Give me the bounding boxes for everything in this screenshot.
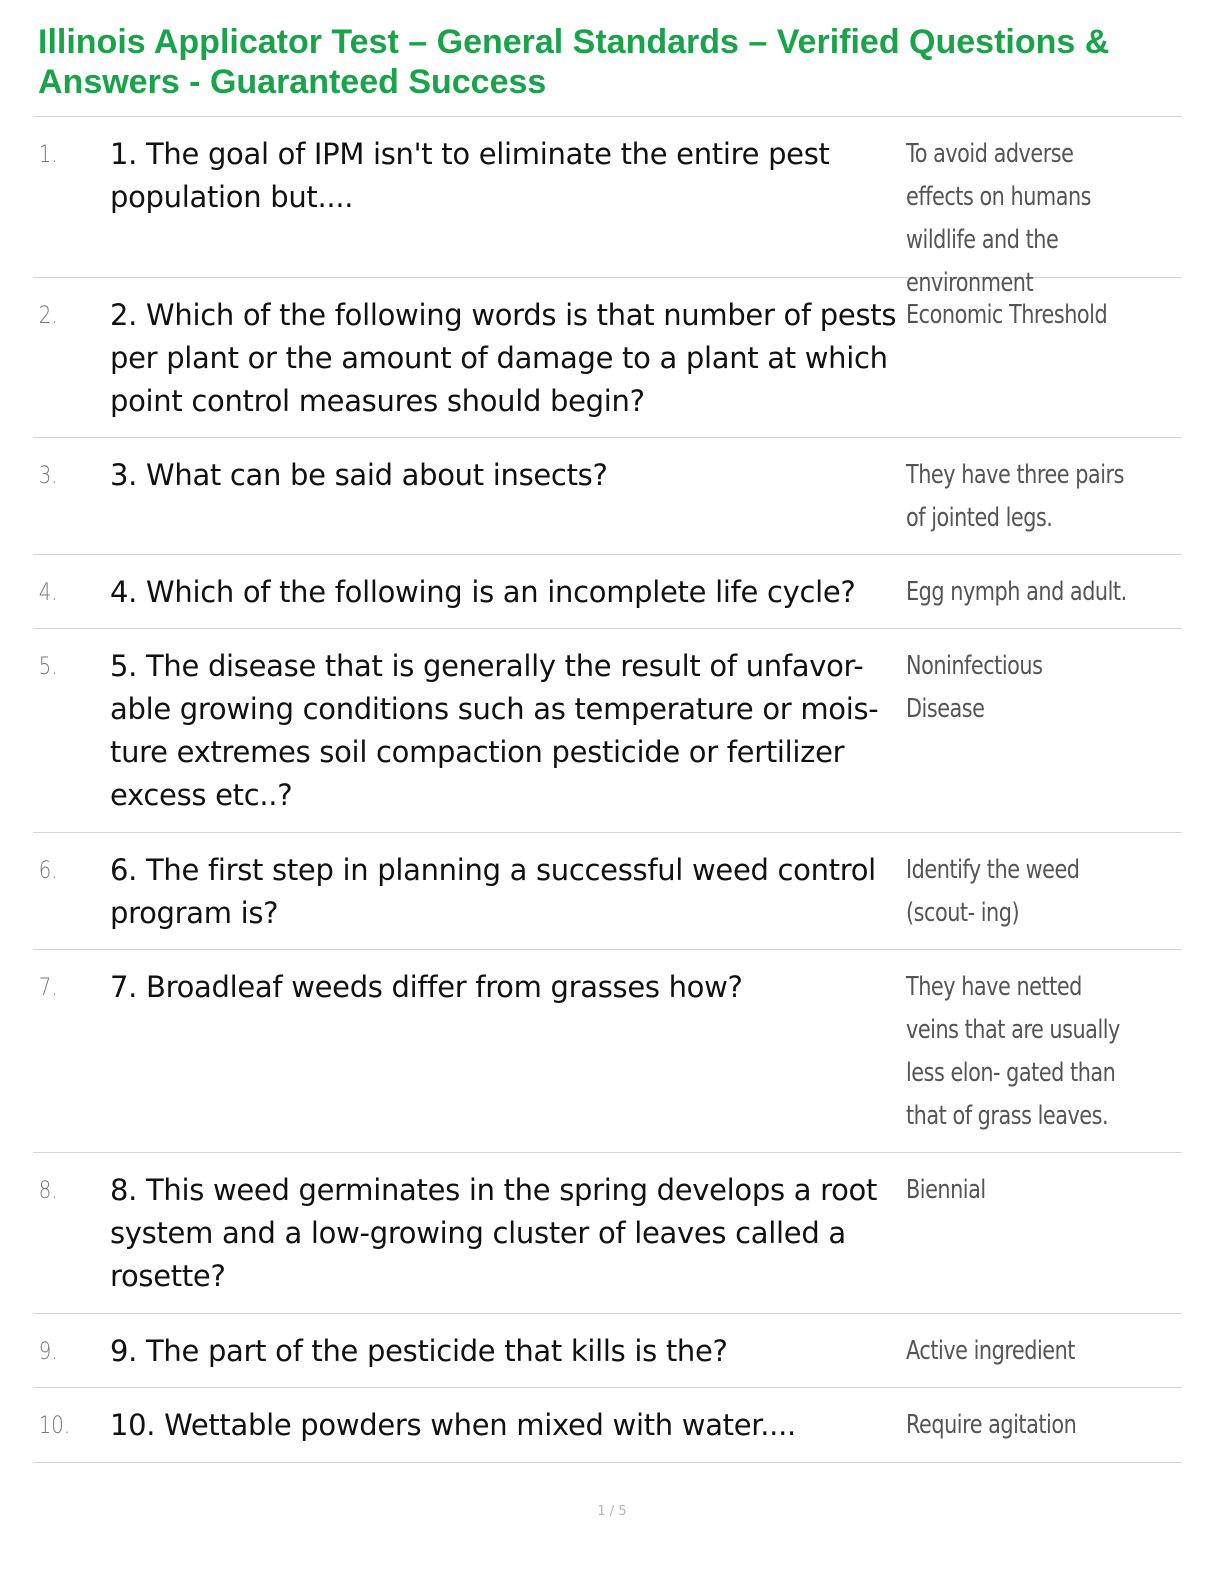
qa-row-6 [33, 833, 1182, 950]
qa-row-7 [33, 950, 1182, 1153]
question-text: 5. The disease that is generally the result of unfavor- able growing conditions such as temperature or mois- ture extremes soil compaction pesticide or fertilizer excess etc..? [110, 649, 879, 812]
qa-row-8 [33, 1153, 1182, 1314]
question-number: 6. [38, 856, 58, 884]
answer-text: Require agitation [906, 1410, 1077, 1440]
question-text: 9. The part of the pesticide that kills is the? [110, 1334, 728, 1368]
question-text: 1. The goal of IPM isn't to eliminate the entire pest population but.... [110, 137, 830, 214]
question-text: 7. Broadleaf weeds differ from grasses how? [110, 970, 743, 1004]
qa-row-5 [33, 629, 1182, 833]
question-number: 4. [38, 578, 58, 606]
answer-text: Biennial [906, 1175, 986, 1205]
answer-text: They have three pairs of jointed legs. [906, 460, 1124, 533]
answer-text: Active ingredient [906, 1336, 1075, 1366]
question-text: 2. Which of the following words is that number of pests per plant or the amount of damage to a plant at which point control measures should begin? [110, 298, 897, 418]
answer-text: Noninfectious Disease [906, 651, 1043, 724]
answer-text: Economic Threshold [906, 300, 1108, 330]
question-answer-list [33, 116, 1182, 1463]
document-title: Illinois Applicator Test – General Standards – Verified Questions & Answers - Guaranteed Success [38, 23, 1110, 101]
question-number: 3. [38, 461, 58, 489]
question-text: 6. The first step in planning a successful weed control program is? [110, 853, 876, 930]
question-text: 10. Wettable powders when mixed with water.... [110, 1408, 796, 1442]
question-number: 9. [38, 1337, 58, 1365]
question-number: 1. [38, 140, 58, 168]
qa-row-10 [33, 1388, 1182, 1463]
qa-row-1 [33, 117, 1182, 298]
question-text: 8. This weed germinates in the spring develops a root system and a low-growing cluster of leaves called a rosette? [110, 1173, 878, 1293]
qa-row-3 [33, 438, 1182, 555]
page-number: 1 / 5 [597, 1504, 627, 1519]
question-number: 7. [38, 973, 58, 1001]
question-number: 2. [38, 301, 58, 329]
answer-text: Egg nymph and adult. [906, 577, 1127, 607]
qa-row-4 [33, 555, 1182, 629]
question-number: 5. [38, 652, 58, 680]
question-text: 4. Which of the following is an incomplete life cycle? [110, 575, 856, 609]
question-number: 8. [38, 1176, 58, 1204]
qa-row-9 [33, 1314, 1182, 1388]
qa-row-2 [33, 278, 1182, 438]
question-number: 10. [38, 1411, 71, 1439]
answer-text: Identify the weed (scout- ing) [906, 855, 1080, 928]
answer-text: To avoid adverse effects on humans wildlife and the environment [906, 139, 1092, 298]
answer-text: They have netted veins that are usually less elon- gated than that of grass leaves. [906, 972, 1120, 1131]
question-text: 3. What can be said about insects? [110, 458, 608, 492]
